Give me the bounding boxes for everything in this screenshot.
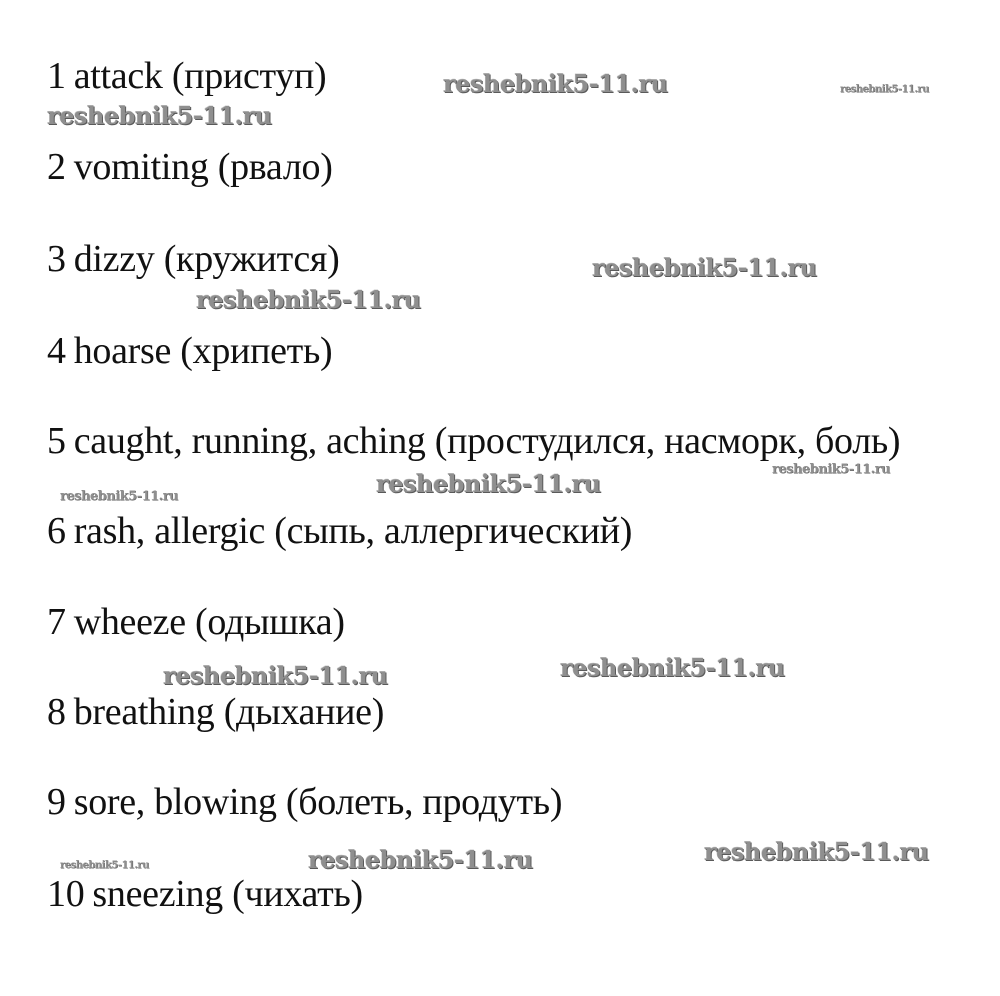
watermark: reshebnik5-11.ru bbox=[376, 469, 601, 498]
answer-item-10: 10 sneezing (чихать) bbox=[47, 873, 363, 915]
watermark: reshebnik5-11.ru bbox=[704, 837, 929, 866]
answer-item-1: 1 attack (приступ) bbox=[47, 55, 327, 97]
watermark: reshebnik5-11.ru bbox=[308, 845, 533, 874]
watermark: reshebnik5-11.ru bbox=[196, 285, 421, 314]
watermark: reshebnik5-11.ru bbox=[840, 84, 929, 95]
watermark: reshebnik5-11.ru bbox=[47, 101, 272, 130]
watermark: reshebnik5-11.ru bbox=[560, 653, 785, 682]
answer-item-8: 8 breathing (дыхание) bbox=[47, 691, 385, 733]
watermark: reshebnik5-11.ru bbox=[592, 253, 817, 282]
watermark: reshebnik5-11.ru bbox=[443, 69, 668, 98]
watermark: reshebnik5-11.ru bbox=[60, 489, 179, 504]
answer-item-4: 4 hoarse (хрипеть) bbox=[47, 330, 333, 372]
watermark: reshebnik5-11.ru bbox=[163, 661, 388, 690]
watermark: reshebnik5-11.ru bbox=[772, 462, 891, 477]
watermark: reshebnik5-11.ru bbox=[60, 860, 149, 871]
answer-item-5: 5 caught, running, aching (простудился, насморк, боль) bbox=[47, 420, 901, 462]
answer-item-9: 9 sore, blowing (болеть, продуть) bbox=[47, 781, 563, 823]
answer-item-6: 6 rash, allergic (сыпь, аллергический) bbox=[47, 510, 633, 552]
answer-item-2: 2 vomiting (рвало) bbox=[47, 146, 333, 188]
answer-item-7: 7 wheeze (одышка) bbox=[47, 601, 345, 643]
answer-item-3: 3 dizzy (кружится) bbox=[47, 238, 340, 280]
